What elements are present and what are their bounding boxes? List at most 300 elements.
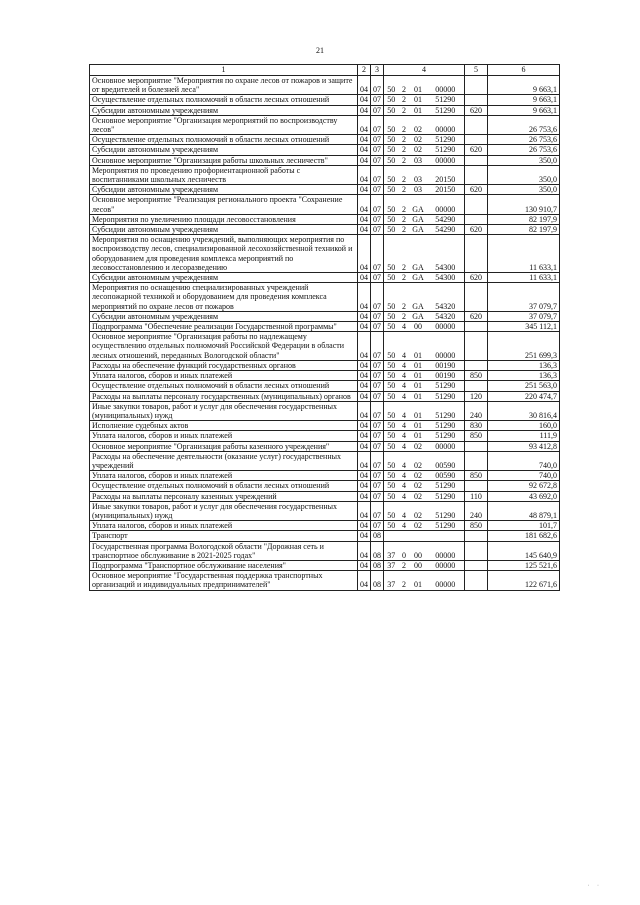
row-name: Субсидии автономным учреждениям [90, 145, 358, 155]
row-target-direction: 51290 [427, 431, 465, 441]
row-amount: 82 197,9 [488, 225, 560, 235]
row-amount: 11 633,1 [488, 273, 560, 283]
row-target-event: 01 [410, 332, 427, 361]
row-amount: 93 412,8 [488, 441, 560, 451]
row-expense-type: 240 [465, 501, 488, 520]
row-section: 04 [358, 381, 371, 391]
row-section: 04 [358, 501, 371, 520]
table-row [90, 273, 560, 283]
row-amount: 82 197,9 [488, 214, 560, 224]
table-row [90, 115, 560, 134]
row-target-direction: 54300 [427, 235, 465, 273]
row-amount: 130 910,7 [488, 195, 560, 214]
row-expense-type [465, 451, 488, 470]
row-target-direction: 00190 [427, 371, 465, 381]
row-target-subprogram: 4 [399, 491, 410, 501]
row-target-direction: 00190 [427, 360, 465, 370]
row-target-direction: 51290 [427, 95, 465, 105]
row-target-event: GA [410, 273, 427, 283]
row-target-direction: 00000 [427, 195, 465, 214]
row-target-program: 50 [384, 501, 399, 520]
row-section: 04 [358, 105, 371, 115]
row-name: Осуществление отдельных полномочий в области лесных отношений [90, 381, 358, 391]
row-amount: 92 672,8 [488, 481, 560, 491]
row-target-subprogram: 2 [399, 76, 410, 95]
table-row [90, 322, 560, 332]
row-target-event: GA [410, 214, 427, 224]
row-target-event: GA [410, 283, 427, 312]
row-target-subprogram: 4 [399, 381, 410, 391]
row-amount: 11 633,1 [488, 235, 560, 273]
row-name: Субсидии автономным учреждениям [90, 105, 358, 115]
row-target-event: 01 [410, 401, 427, 420]
row-target-subprogram: 2 [399, 105, 410, 115]
row-target-direction [427, 531, 465, 541]
header-col-1: 1 [90, 65, 358, 76]
row-name: Субсидии автономным учреждениям [90, 185, 358, 195]
row-target-program: 50 [384, 491, 399, 501]
row-target-subprogram [399, 531, 410, 541]
row-name: Подпрограмма "Обеспечение реализации Государственной программы" [90, 322, 358, 332]
row-target-event: 02 [410, 481, 427, 491]
table-row [90, 541, 560, 560]
row-section: 04 [358, 451, 371, 470]
row-target-event: 02 [410, 521, 427, 531]
row-amount: 101,7 [488, 521, 560, 531]
row-section: 04 [358, 360, 371, 370]
table-row [90, 560, 560, 570]
table-row [90, 491, 560, 501]
table-row [90, 391, 560, 401]
row-expense-type [465, 283, 488, 312]
row-expense-type [465, 531, 488, 541]
row-target-program: 50 [384, 95, 399, 105]
row-target-subprogram: 4 [399, 451, 410, 470]
row-target-direction: 54290 [427, 214, 465, 224]
row-target-direction: 51290 [427, 135, 465, 145]
row-target-direction: 00000 [427, 322, 465, 332]
row-target-direction: 00590 [427, 471, 465, 481]
table-row [90, 214, 560, 224]
row-expense-type: 620 [465, 311, 488, 321]
table-row [90, 76, 560, 95]
row-expense-type [465, 155, 488, 165]
row-expense-type [465, 560, 488, 570]
row-target-program: 50 [384, 360, 399, 370]
row-name: Осуществление отдельных полномочий в области лесных отношений [90, 135, 358, 145]
row-target-event: 02 [410, 471, 427, 481]
row-amount: 48 879,1 [488, 501, 560, 520]
row-target-program: 50 [384, 115, 399, 134]
row-target-subprogram: 4 [399, 391, 410, 401]
row-target-subprogram: 4 [399, 421, 410, 431]
row-target-subprogram: 2 [399, 283, 410, 312]
row-target-program: 50 [384, 431, 399, 441]
row-name: Транспорт [90, 531, 358, 541]
table-row [90, 371, 560, 381]
row-section: 04 [358, 155, 371, 165]
row-target-direction: 00000 [427, 332, 465, 361]
row-target-direction: 54290 [427, 225, 465, 235]
row-target-event: 01 [410, 371, 427, 381]
row-target-direction: 51290 [427, 105, 465, 115]
row-target-direction: 54320 [427, 311, 465, 321]
table-row [90, 381, 560, 391]
row-subsection: 07 [371, 521, 384, 531]
row-target-subprogram: 4 [399, 441, 410, 451]
row-section: 04 [358, 391, 371, 401]
header-row [90, 65, 560, 76]
row-subsection: 07 [371, 471, 384, 481]
row-target-subprogram: 2 [399, 214, 410, 224]
row-name: Подпрограмма "Транспортное обслуживание населения" [90, 560, 358, 570]
table-row [90, 225, 560, 235]
row-expense-type: 240 [465, 401, 488, 420]
row-target-program: 50 [384, 371, 399, 381]
row-target-program: 50 [384, 225, 399, 235]
row-expense-type: 620 [465, 185, 488, 195]
row-target-subprogram: 4 [399, 481, 410, 491]
table-row [90, 360, 560, 370]
row-name: Мероприятия по оснащению учреждений, выполняющих мероприятия по воспроизводству лесов, специализированной лесохозяйственной техникой и оборудованием для проведения комплекса мероприятий по лесовосстановлению и лесоразведению [90, 235, 358, 273]
row-subsection: 07 [371, 155, 384, 165]
row-target-event: 01 [410, 571, 427, 590]
row-target-event: 01 [410, 381, 427, 391]
row-target-subprogram: 2 [399, 560, 410, 570]
row-target-subprogram: 4 [399, 521, 410, 531]
row-target-program: 50 [384, 185, 399, 195]
row-target-event: 02 [410, 115, 427, 134]
row-expense-type: 850 [465, 371, 488, 381]
row-target-subprogram: 2 [399, 135, 410, 145]
scan-mark: · · [587, 883, 602, 889]
row-name: Иные закупки товаров, работ и услуг для обеспечения государственных (муниципальных) нужд [90, 401, 358, 420]
row-section: 04 [358, 115, 371, 134]
row-target-subprogram: 4 [399, 431, 410, 441]
row-target-subprogram: 2 [399, 571, 410, 590]
row-expense-type [465, 135, 488, 145]
row-subsection: 07 [371, 214, 384, 224]
row-target-event: GA [410, 311, 427, 321]
table-row [90, 195, 560, 214]
row-section: 04 [358, 135, 371, 145]
row-target-subprogram: 2 [399, 311, 410, 321]
row-subsection: 07 [371, 441, 384, 451]
row-name: Расходы на обеспечение деятельности (оказание услуг) государственных учреждений [90, 451, 358, 470]
row-target-event: 02 [410, 441, 427, 451]
row-section: 04 [358, 521, 371, 531]
row-target-subprogram: 4 [399, 360, 410, 370]
row-amount: 145 640,9 [488, 541, 560, 560]
row-amount: 251 563,0 [488, 381, 560, 391]
row-target-program: 50 [384, 441, 399, 451]
row-target-event [410, 531, 427, 541]
row-amount: 136,3 [488, 360, 560, 370]
row-section: 04 [358, 322, 371, 332]
row-target-event: 01 [410, 391, 427, 401]
row-target-subprogram: 2 [399, 165, 410, 184]
row-name: Осуществление отдельных полномочий в области лесных отношений [90, 481, 358, 491]
row-target-direction: 00000 [427, 441, 465, 451]
row-subsection: 07 [371, 401, 384, 420]
row-target-event: 01 [410, 421, 427, 431]
row-target-direction: 51290 [427, 421, 465, 431]
row-expense-type: 850 [465, 471, 488, 481]
row-name: Уплата налогов, сборов и иных платежей [90, 521, 358, 531]
row-name: Основное мероприятие "Организация работы по надлежащему осуществлению отдельных полномочий Российской Федерации в области лесных отношений, переданных Вологодской области" [90, 332, 358, 361]
row-target-program: 50 [384, 481, 399, 491]
row-name: Основное мероприятие "Организация работы школьных лесничеств" [90, 155, 358, 165]
row-section: 04 [358, 185, 371, 195]
row-target-event: 02 [410, 135, 427, 145]
table-row [90, 95, 560, 105]
row-target-direction: 00000 [427, 571, 465, 590]
row-name: Мероприятия по увеличению площади лесовосстановления [90, 214, 358, 224]
row-target-subprogram: 4 [399, 371, 410, 381]
row-expense-type [465, 481, 488, 491]
row-section: 04 [358, 571, 371, 590]
row-name: Иные закупки товаров, работ и услуг для обеспечения государственных (муниципальных) нужд [90, 501, 358, 520]
row-subsection: 07 [371, 115, 384, 134]
table-row [90, 521, 560, 531]
row-target-program: 37 [384, 560, 399, 570]
row-target-direction: 00000 [427, 115, 465, 134]
row-section: 04 [358, 531, 371, 541]
table-row [90, 431, 560, 441]
row-amount: 9 663,1 [488, 95, 560, 105]
row-target-program: 50 [384, 332, 399, 361]
row-amount: 26 753,6 [488, 135, 560, 145]
row-subsection: 07 [371, 481, 384, 491]
row-subsection: 07 [371, 105, 384, 115]
row-target-direction: 00590 [427, 451, 465, 470]
row-name: Основное мероприятие "Мероприятия по охране лесов от пожаров и защите от вредителей и болезней леса" [90, 76, 358, 95]
row-target-program: 50 [384, 195, 399, 214]
row-target-direction: 51290 [427, 401, 465, 420]
row-target-program: 50 [384, 76, 399, 95]
header-col-5: 5 [465, 65, 488, 76]
row-expense-type: 620 [465, 145, 488, 155]
row-target-direction: 51290 [427, 501, 465, 520]
row-name: Субсидии автономным учреждениям [90, 273, 358, 283]
row-target-direction: 51290 [427, 391, 465, 401]
row-section: 04 [358, 332, 371, 361]
table-row [90, 283, 560, 312]
row-amount: 9 663,1 [488, 76, 560, 95]
row-amount: 345 112,1 [488, 322, 560, 332]
table-row [90, 501, 560, 520]
row-target-program: 50 [384, 521, 399, 531]
row-expense-type [465, 214, 488, 224]
row-name: Основное мероприятие "Государственная поддержка транспортных организаций и индивидуальных предпринимателей" [90, 571, 358, 590]
row-amount: 251 699,3 [488, 332, 560, 361]
row-section: 04 [358, 471, 371, 481]
row-section: 04 [358, 225, 371, 235]
row-amount: 125 521,6 [488, 560, 560, 570]
row-target-event: 02 [410, 451, 427, 470]
row-subsection: 07 [371, 283, 384, 312]
row-target-direction: 51290 [427, 491, 465, 501]
row-target-direction: 00000 [427, 541, 465, 560]
row-target-program: 37 [384, 571, 399, 590]
row-target-event: 03 [410, 185, 427, 195]
row-name: Мероприятия по проведению профориентационной работы с воспитанниками школьных лесничеств [90, 165, 358, 184]
row-target-subprogram: 2 [399, 95, 410, 105]
row-amount: 111,9 [488, 431, 560, 441]
row-section: 04 [358, 541, 371, 560]
row-expense-type [465, 332, 488, 361]
row-section: 04 [358, 235, 371, 273]
row-section: 04 [358, 95, 371, 105]
row-subsection: 07 [371, 371, 384, 381]
row-expense-type [465, 195, 488, 214]
row-name: Субсидии автономным учреждениям [90, 225, 358, 235]
row-expense-type [465, 360, 488, 370]
row-target-program: 50 [384, 145, 399, 155]
table-row [90, 332, 560, 361]
row-expense-type: 830 [465, 421, 488, 431]
row-target-program: 50 [384, 105, 399, 115]
row-subsection: 08 [371, 571, 384, 590]
row-expense-type [465, 381, 488, 391]
row-section: 04 [358, 431, 371, 441]
row-subsection: 07 [371, 381, 384, 391]
row-amount: 26 753,6 [488, 145, 560, 155]
row-section: 04 [358, 560, 371, 570]
row-target-program: 50 [384, 135, 399, 145]
row-target-direction: 51290 [427, 145, 465, 155]
row-target-direction: 51290 [427, 381, 465, 391]
row-subsection: 07 [371, 235, 384, 273]
row-section: 04 [358, 481, 371, 491]
row-subsection: 07 [371, 195, 384, 214]
row-target-program: 50 [384, 311, 399, 321]
row-name: Уплата налогов, сборов и иных платежей [90, 471, 358, 481]
row-amount: 350,0 [488, 155, 560, 165]
row-subsection: 07 [371, 185, 384, 195]
row-expense-type [465, 235, 488, 273]
row-name: Основное мероприятие "Реализация регионального проекта "Сохранение лесов" [90, 195, 358, 214]
row-target-subprogram: 0 [399, 541, 410, 560]
row-target-program: 50 [384, 155, 399, 165]
row-target-direction: 51290 [427, 521, 465, 531]
row-target-program: 50 [384, 391, 399, 401]
row-section: 04 [358, 371, 371, 381]
row-section: 04 [358, 195, 371, 214]
row-subsection: 08 [371, 560, 384, 570]
row-expense-type [465, 541, 488, 560]
row-target-subprogram: 4 [399, 471, 410, 481]
table-row [90, 471, 560, 481]
row-target-event: 01 [410, 431, 427, 441]
table-body [90, 76, 560, 591]
row-target-event: GA [410, 225, 427, 235]
row-amount: 37 079,7 [488, 311, 560, 321]
row-section: 04 [358, 145, 371, 155]
row-target-event: 03 [410, 165, 427, 184]
row-name: Основное мероприятие "Организация мероприятий по воспроизводству лесов" [90, 115, 358, 134]
row-section: 04 [358, 214, 371, 224]
table-row [90, 165, 560, 184]
row-amount: 9 663,1 [488, 105, 560, 115]
row-target-direction: 54320 [427, 283, 465, 312]
row-name: Расходы на выплаты персоналу государственных (муниципальных) органов [90, 391, 358, 401]
table-row [90, 421, 560, 431]
row-section: 04 [358, 491, 371, 501]
row-target-program: 50 [384, 401, 399, 420]
row-expense-type: 850 [465, 521, 488, 531]
row-amount: 181 682,6 [488, 531, 560, 541]
row-target-program: 50 [384, 322, 399, 332]
row-target-program: 50 [384, 165, 399, 184]
row-name: Основное мероприятие "Организация работы казенного учреждения" [90, 441, 358, 451]
table-row [90, 441, 560, 451]
row-name: Уплата налогов, сборов и иных платежей [90, 431, 358, 441]
row-amount: 220 474,7 [488, 391, 560, 401]
row-section: 04 [358, 76, 371, 95]
row-section: 04 [358, 441, 371, 451]
row-section: 04 [358, 273, 371, 283]
row-target-event: 02 [410, 145, 427, 155]
row-target-subprogram: 2 [399, 195, 410, 214]
row-name: Расходы на выплаты персоналу казенных учреждений [90, 491, 358, 501]
row-subsection: 07 [371, 311, 384, 321]
row-amount: 160,0 [488, 421, 560, 431]
row-target-direction: 00000 [427, 76, 465, 95]
row-target-program: 37 [384, 541, 399, 560]
row-target-program: 50 [384, 381, 399, 391]
row-name: Субсидии автономным учреждениям [90, 311, 358, 321]
row-target-event: 00 [410, 560, 427, 570]
row-expense-type: 620 [465, 105, 488, 115]
row-target-direction: 00000 [427, 155, 465, 165]
row-target-direction: 54300 [427, 273, 465, 283]
row-expense-type [465, 76, 488, 95]
page-number: 21 [316, 46, 324, 55]
row-target-program: 50 [384, 471, 399, 481]
row-subsection: 07 [371, 135, 384, 145]
header-col-3: 3 [371, 65, 384, 76]
row-amount: 136,3 [488, 371, 560, 381]
row-subsection: 07 [371, 225, 384, 235]
row-target-event: 01 [410, 76, 427, 95]
table-row [90, 451, 560, 470]
row-subsection: 07 [371, 145, 384, 155]
row-section: 04 [358, 283, 371, 312]
row-name: Уплата налогов, сборов и иных платежей [90, 371, 358, 381]
row-target-program: 50 [384, 214, 399, 224]
row-subsection: 07 [371, 322, 384, 332]
row-target-program [384, 531, 399, 541]
row-target-event: 01 [410, 95, 427, 105]
row-target-subprogram: 2 [399, 273, 410, 283]
row-target-event: 00 [410, 541, 427, 560]
table-row [90, 155, 560, 165]
row-expense-type: 120 [465, 391, 488, 401]
table-row [90, 145, 560, 155]
table-row [90, 185, 560, 195]
row-subsection: 07 [371, 165, 384, 184]
row-target-subprogram: 2 [399, 235, 410, 273]
row-expense-type: 620 [465, 225, 488, 235]
row-amount: 30 816,4 [488, 401, 560, 420]
header-col-6: 6 [488, 65, 560, 76]
row-target-subprogram: 2 [399, 225, 410, 235]
row-target-event: GA [410, 235, 427, 273]
row-target-subprogram: 4 [399, 501, 410, 520]
table-row [90, 531, 560, 541]
row-target-direction: 20150 [427, 185, 465, 195]
